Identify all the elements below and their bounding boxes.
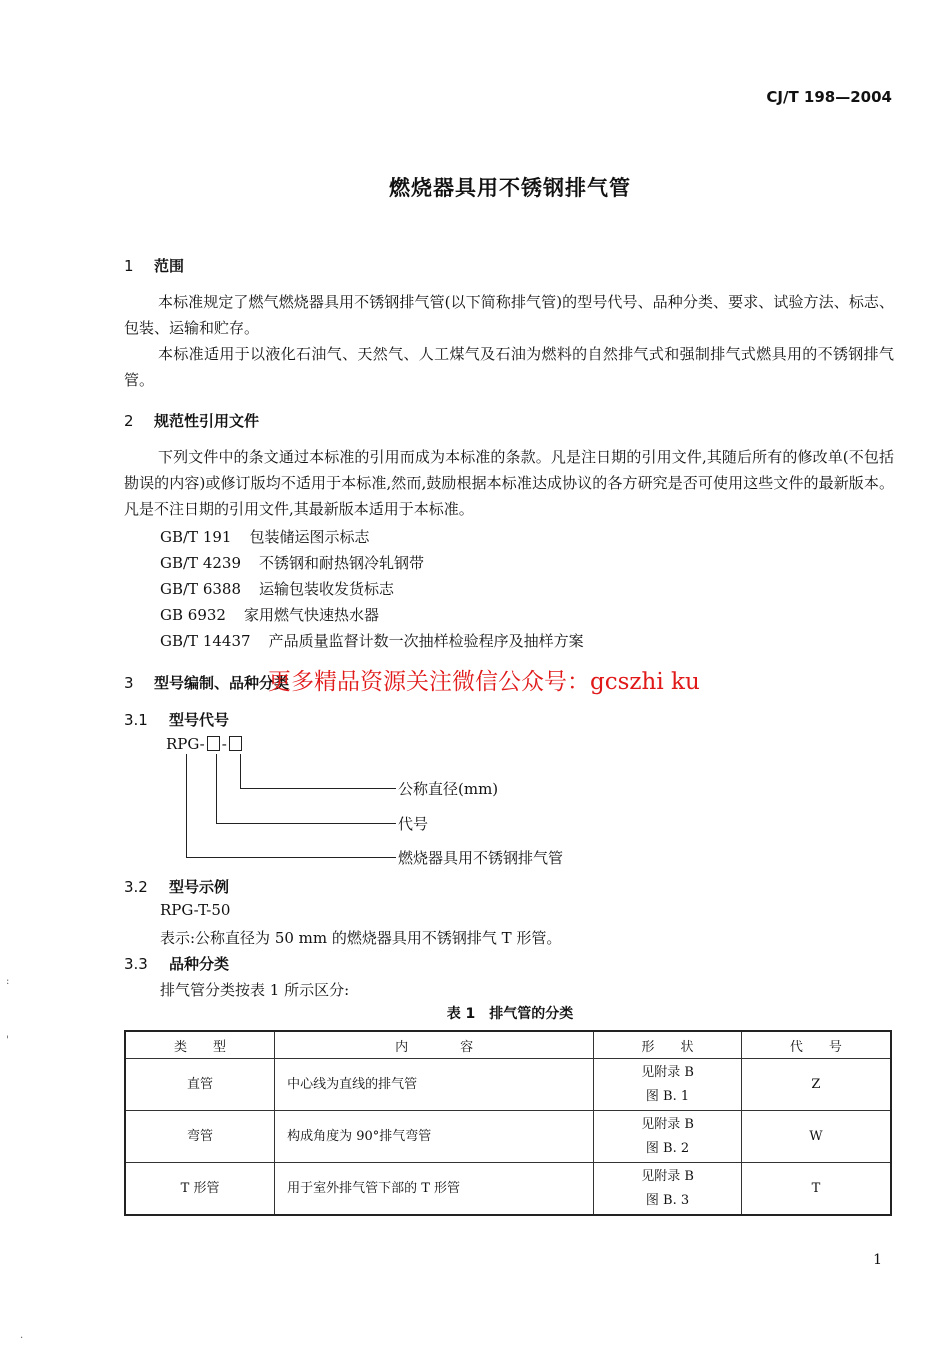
reference-item bbox=[160, 526, 369, 547]
classification-intro: 排气管分类按表 1 所示区分: bbox=[160, 981, 350, 999]
diagram-connector-line bbox=[186, 857, 396, 858]
reference-item bbox=[160, 630, 584, 651]
table-header-cell: 类 型 bbox=[125, 1031, 275, 1059]
section-title: 型号编制、品种分类 bbox=[154, 674, 290, 692]
table-cell-type: 弯管 bbox=[125, 1111, 275, 1163]
table-caption: 表 1 排气管的分类 bbox=[446, 1006, 574, 1022]
reference-code: GB/T 14437 bbox=[160, 632, 251, 650]
diagram-connector-line bbox=[216, 754, 217, 823]
table-cell-shape bbox=[594, 1059, 742, 1111]
table-row bbox=[125, 1111, 891, 1163]
subsection-3-2-heading bbox=[124, 876, 229, 897]
table-cell-code: T bbox=[741, 1163, 891, 1216]
shape-ref-figure: 图 B. 1 bbox=[645, 1088, 690, 1104]
section-number: 3 bbox=[124, 674, 134, 692]
shape-ref-line: 见附录 B bbox=[641, 1168, 694, 1184]
table-cell-content: 构成角度为 90°排气弯管 bbox=[275, 1111, 594, 1163]
standard-code: CJ/T 198—2004 bbox=[766, 88, 892, 106]
section-2-paragraph: 下列文件中的条文通过本标准的引用而成为本标准的条款。凡是注日期的引用文件,其随后所有的修改单(不包括勘误的内容)或修订版均不适用于本标准,然而,鼓励根据本标准达成协议的各方研究是否可使用这些文件的最新版本。凡是不注日期的引用文件,其最新版本适用于本标准。 bbox=[124, 448, 894, 518]
reference-item bbox=[160, 604, 379, 625]
diagram-label-code: 代号 bbox=[398, 815, 429, 833]
diagram-connector-line bbox=[216, 823, 396, 824]
subsection-number: 3.3 bbox=[124, 955, 148, 973]
table-cell-shape bbox=[594, 1163, 742, 1216]
diagram-connector-line bbox=[186, 754, 187, 857]
reference-title: 包装储运图示标志 bbox=[249, 528, 370, 546]
reference-title: 不锈钢和耐热钢冷轧钢带 bbox=[259, 554, 425, 572]
table-header-row bbox=[125, 1031, 891, 1059]
document-title: 燃烧器具用不锈钢排气管 bbox=[389, 176, 631, 200]
subsection-number: 3.1 bbox=[124, 711, 148, 729]
shape-ref-figure: 图 B. 3 bbox=[645, 1192, 690, 1208]
table-row bbox=[125, 1163, 891, 1216]
section-number: 2 bbox=[124, 412, 134, 430]
placeholder-box-icon bbox=[229, 736, 242, 751]
subsection-title: 品种分类 bbox=[169, 955, 230, 973]
reference-code: GB/T 6388 bbox=[160, 580, 242, 598]
table-cell-type: 直管 bbox=[125, 1059, 275, 1111]
reference-code: GB/T 191 bbox=[160, 528, 232, 546]
subsection-title: 型号示例 bbox=[169, 878, 230, 896]
model-prefix: RPG- bbox=[166, 735, 205, 753]
watermark-text: 更多精品资源关注微信公众号：gcszhi ku bbox=[268, 669, 700, 695]
reference-item bbox=[160, 552, 424, 573]
subsection-3-1-heading bbox=[124, 709, 229, 730]
reference-title: 家用燃气快速热水器 bbox=[243, 606, 379, 624]
table-cell-content: 用于室外排气管下部的 T 形管 bbox=[275, 1163, 594, 1216]
shape-ref-line: 见附录 B bbox=[641, 1064, 694, 1080]
section-1-paragraph-1: 本标准规定了燃气燃烧器具用不锈钢排气管(以下简称排气管)的型号代号、品种分类、要求、试验方法、标志、包装、运输和贮存。 bbox=[124, 293, 894, 337]
table-header-cell: 代 号 bbox=[741, 1031, 891, 1059]
table-cell-shape bbox=[594, 1111, 742, 1163]
table-header-cell: 内 容 bbox=[275, 1031, 594, 1059]
scan-speck: . bbox=[20, 1330, 24, 1341]
shape-ref-figure: 图 B. 2 bbox=[645, 1140, 690, 1156]
placeholder-box-icon bbox=[207, 736, 220, 751]
diagram-connector-line bbox=[240, 788, 396, 789]
section-1-paragraph-2: 本标准适用于以液化石油气、天然气、人工煤气及石油为燃料的自然排气式和强制排气式燃具用的不锈钢排气管。 bbox=[124, 345, 894, 389]
diagram-label-diameter: 公称直径(mm) bbox=[398, 780, 499, 798]
diagram-label-product: 燃烧器具用不锈钢排气管 bbox=[398, 849, 564, 867]
reference-title: 运输包装收发货标志 bbox=[259, 580, 395, 598]
model-separator: - bbox=[221, 735, 227, 753]
reference-title: 产品质量监督计数一次抽样检验程序及抽样方案 bbox=[268, 632, 584, 650]
subsection-title: 型号代号 bbox=[169, 711, 230, 729]
shape-ref-line: 见附录 B bbox=[641, 1116, 694, 1132]
scan-speck: ' bbox=[6, 1035, 9, 1046]
model-example: RPG-T-50 bbox=[160, 901, 231, 919]
classification-table bbox=[124, 1030, 892, 1216]
reference-item bbox=[160, 578, 394, 599]
section-2-heading bbox=[124, 410, 259, 431]
table-cell-code: Z bbox=[741, 1059, 891, 1111]
table-header-cell: 形 状 bbox=[594, 1031, 742, 1059]
section-3-heading bbox=[124, 672, 289, 693]
section-1-heading bbox=[124, 255, 184, 276]
table-cell-code: W bbox=[741, 1111, 891, 1163]
reference-code: GB 6932 bbox=[160, 606, 226, 624]
section-title: 规范性引用文件 bbox=[154, 412, 260, 430]
model-example-description: 表示:公称直径为 50 mm 的燃烧器具用不锈钢排气 T 形管。 bbox=[160, 929, 562, 947]
table-row bbox=[125, 1059, 891, 1111]
page-number: 1 bbox=[873, 1252, 882, 1268]
subsection-number: 3.2 bbox=[124, 878, 148, 896]
model-code-format bbox=[166, 735, 244, 753]
table-cell-type: T 形管 bbox=[125, 1163, 275, 1216]
subsection-3-3-heading bbox=[124, 953, 229, 974]
table-cell-content: 中心线为直线的排气管 bbox=[275, 1059, 594, 1111]
section-title: 范围 bbox=[154, 257, 185, 275]
reference-code: GB/T 4239 bbox=[160, 554, 242, 572]
scan-speck: : bbox=[6, 976, 10, 987]
section-number: 1 bbox=[124, 257, 134, 275]
diagram-connector-line bbox=[240, 754, 241, 788]
